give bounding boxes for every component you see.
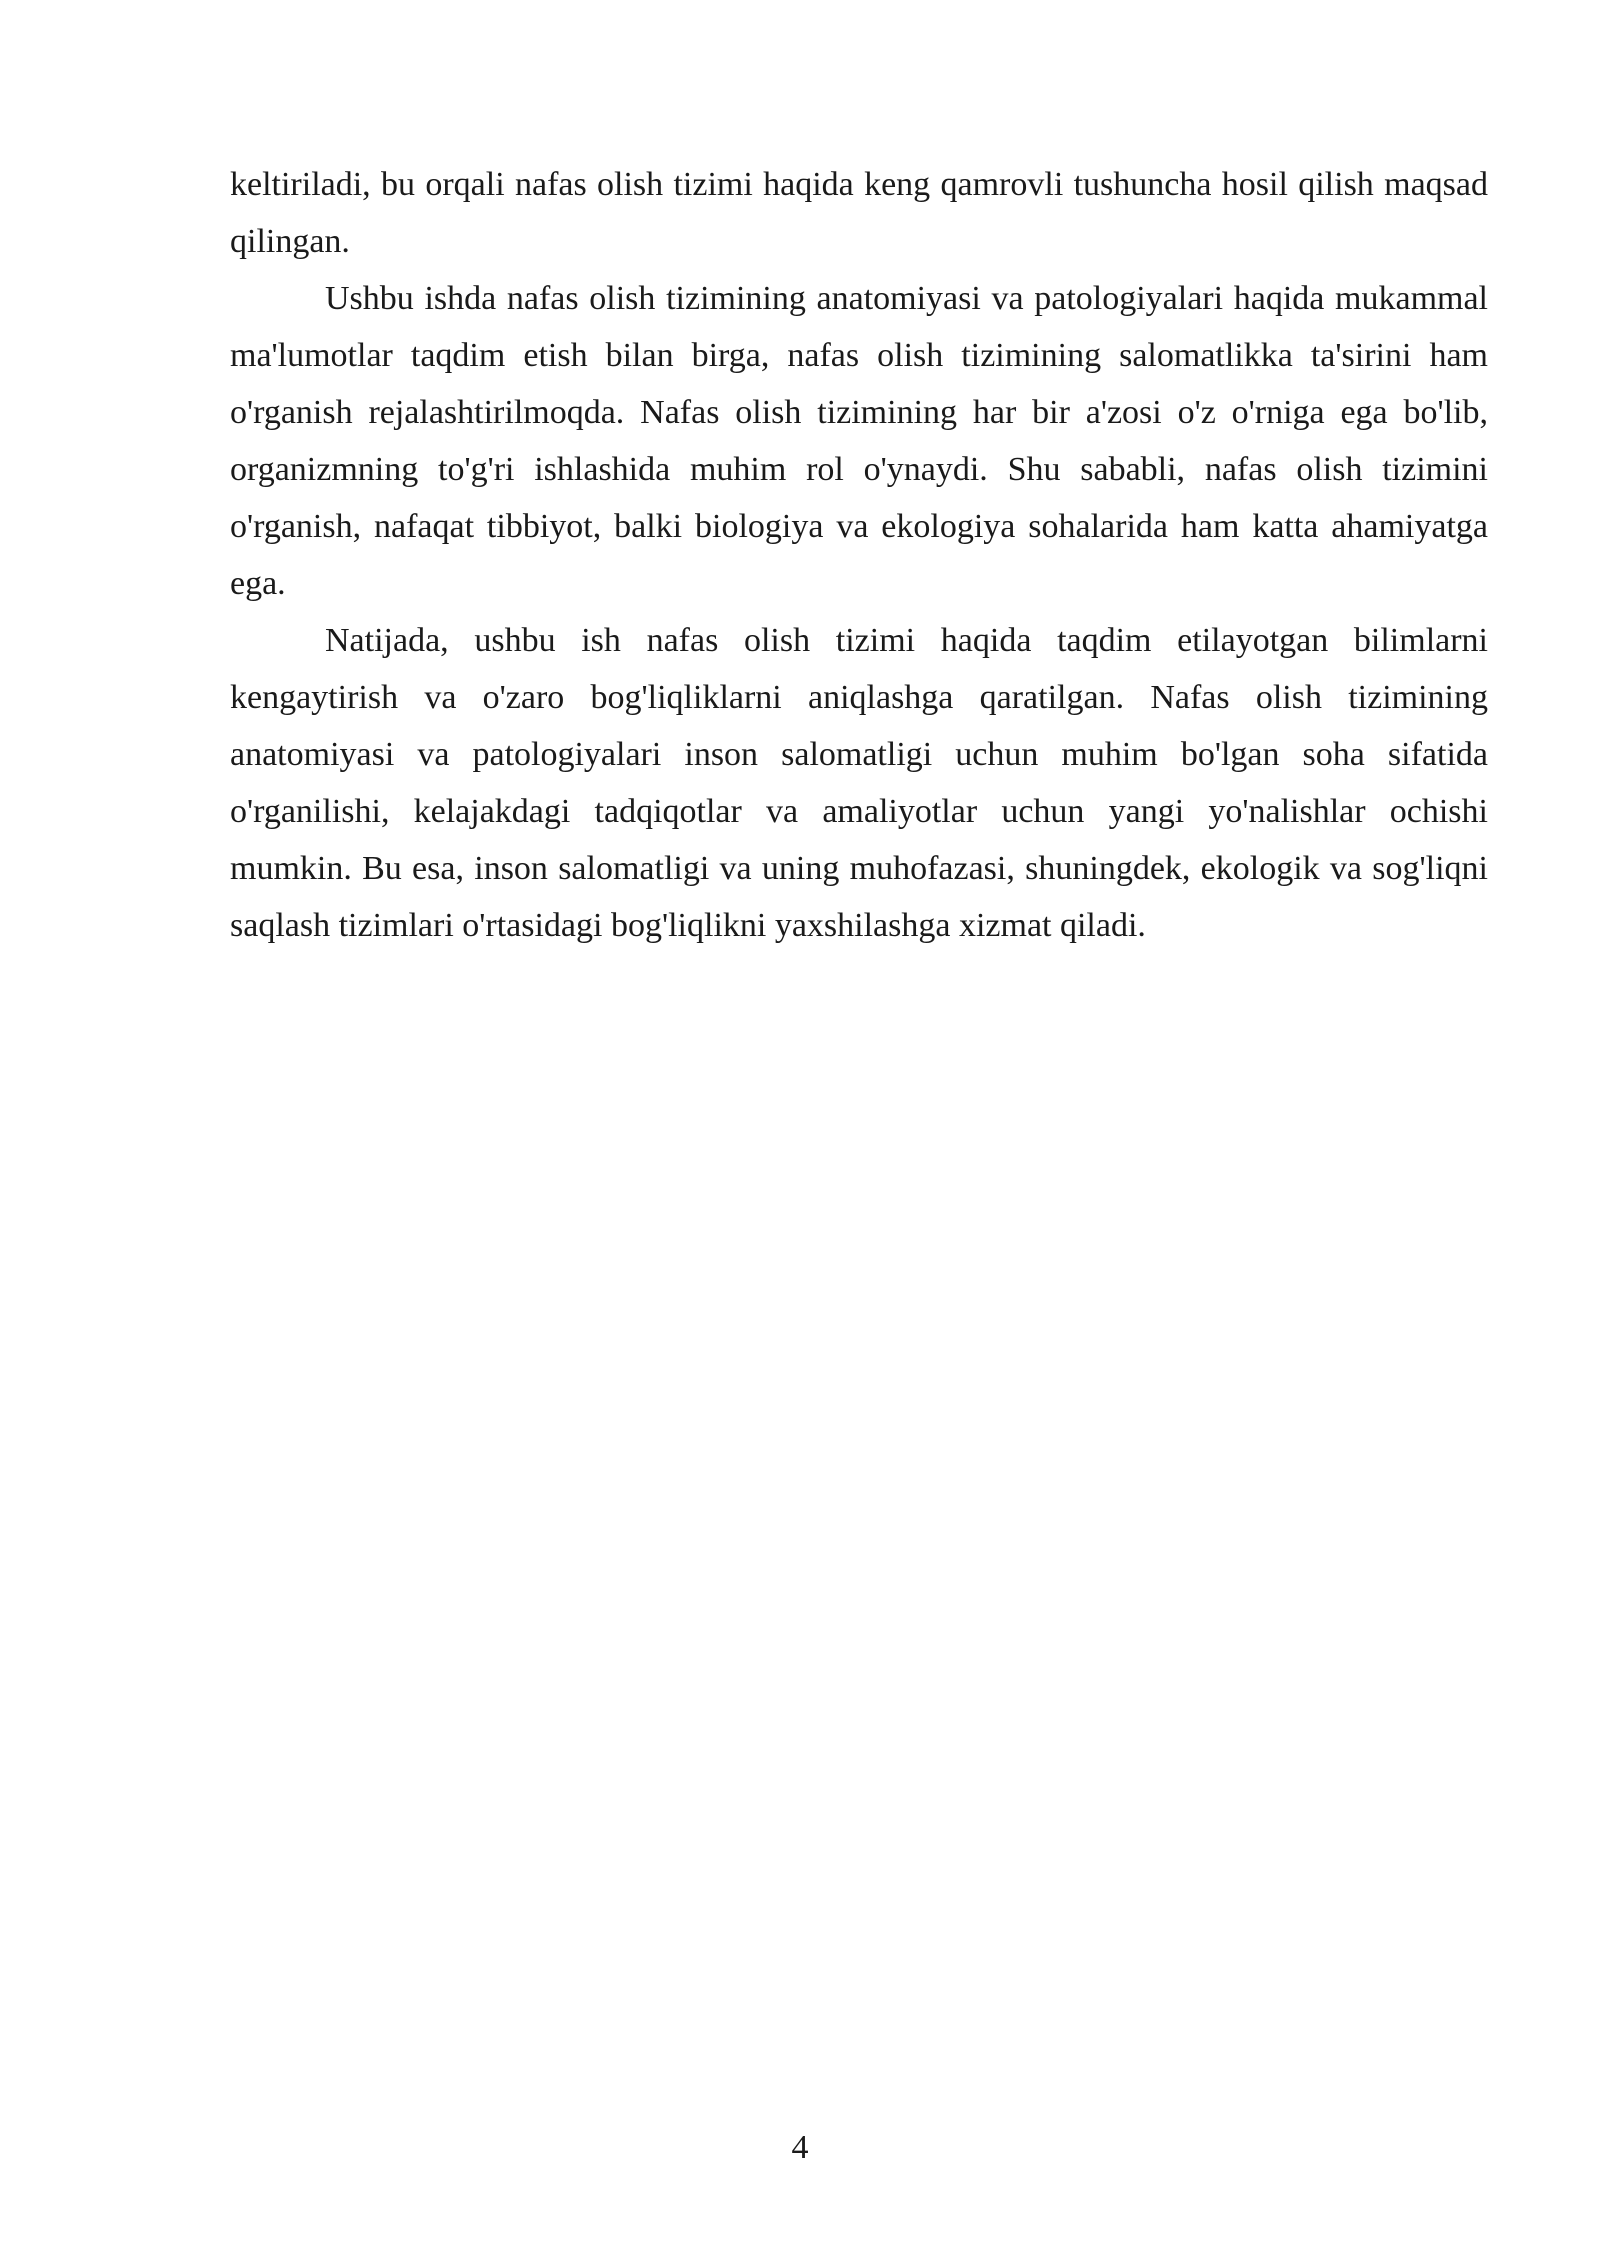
paragraph-study-aim: Ushbu ishda nafas olish tizimining anatomiyasi va patologiyalari haqida mukammal ma'lumotlar taqdim etish bilan birga, nafas olish tizimining salomatlikka ta'sirini ham o'rganish rejalashtirilmoqda. Nafas olish tizimining har bir a'zosi o'z o'rniga ega bo'lib, organizmning to'g'ri ishlashida muhim rol o'ynaydi. Shu sababli, nafas olish tizimini o'rganish, nafaqat tibbiyot, balki biologiya va ekologiya sohalarida ham katta ahamiyatga ega.	[230, 280, 1488, 602]
document-body	[230, 156, 1488, 954]
page-number: 4	[791, 2129, 809, 2166]
paragraph-continuation: keltiriladi, bu orqali nafas olish tizimi haqida keng qamrovli tushuncha hosil qilish maqsad qilingan.	[230, 166, 1488, 260]
paragraph-conclusion: Natijada, ushbu ish nafas olish tizimi haqida taqdim etilayotgan bilimlarni kengaytirish va o'zaro bog'liqliklarni aniqlashga qaratilgan. Nafas olish tizimining anatomiyasi va patologiyalari inson salomatligi uchun muhim bo'lgan soha sifatida o'rganilishi, kelajakdagi tadqiqotlar va amaliyotlar uchun yangi yo'nalishlar ochishi mumkin. Bu esa, inson salomatligi va uning muhofazasi, shuningdek, ekologik va sog'liqni saqlash tizimlari o'rtasidagi bog'liqlikni yaxshilashga xizmat qiladi.	[230, 622, 1488, 944]
